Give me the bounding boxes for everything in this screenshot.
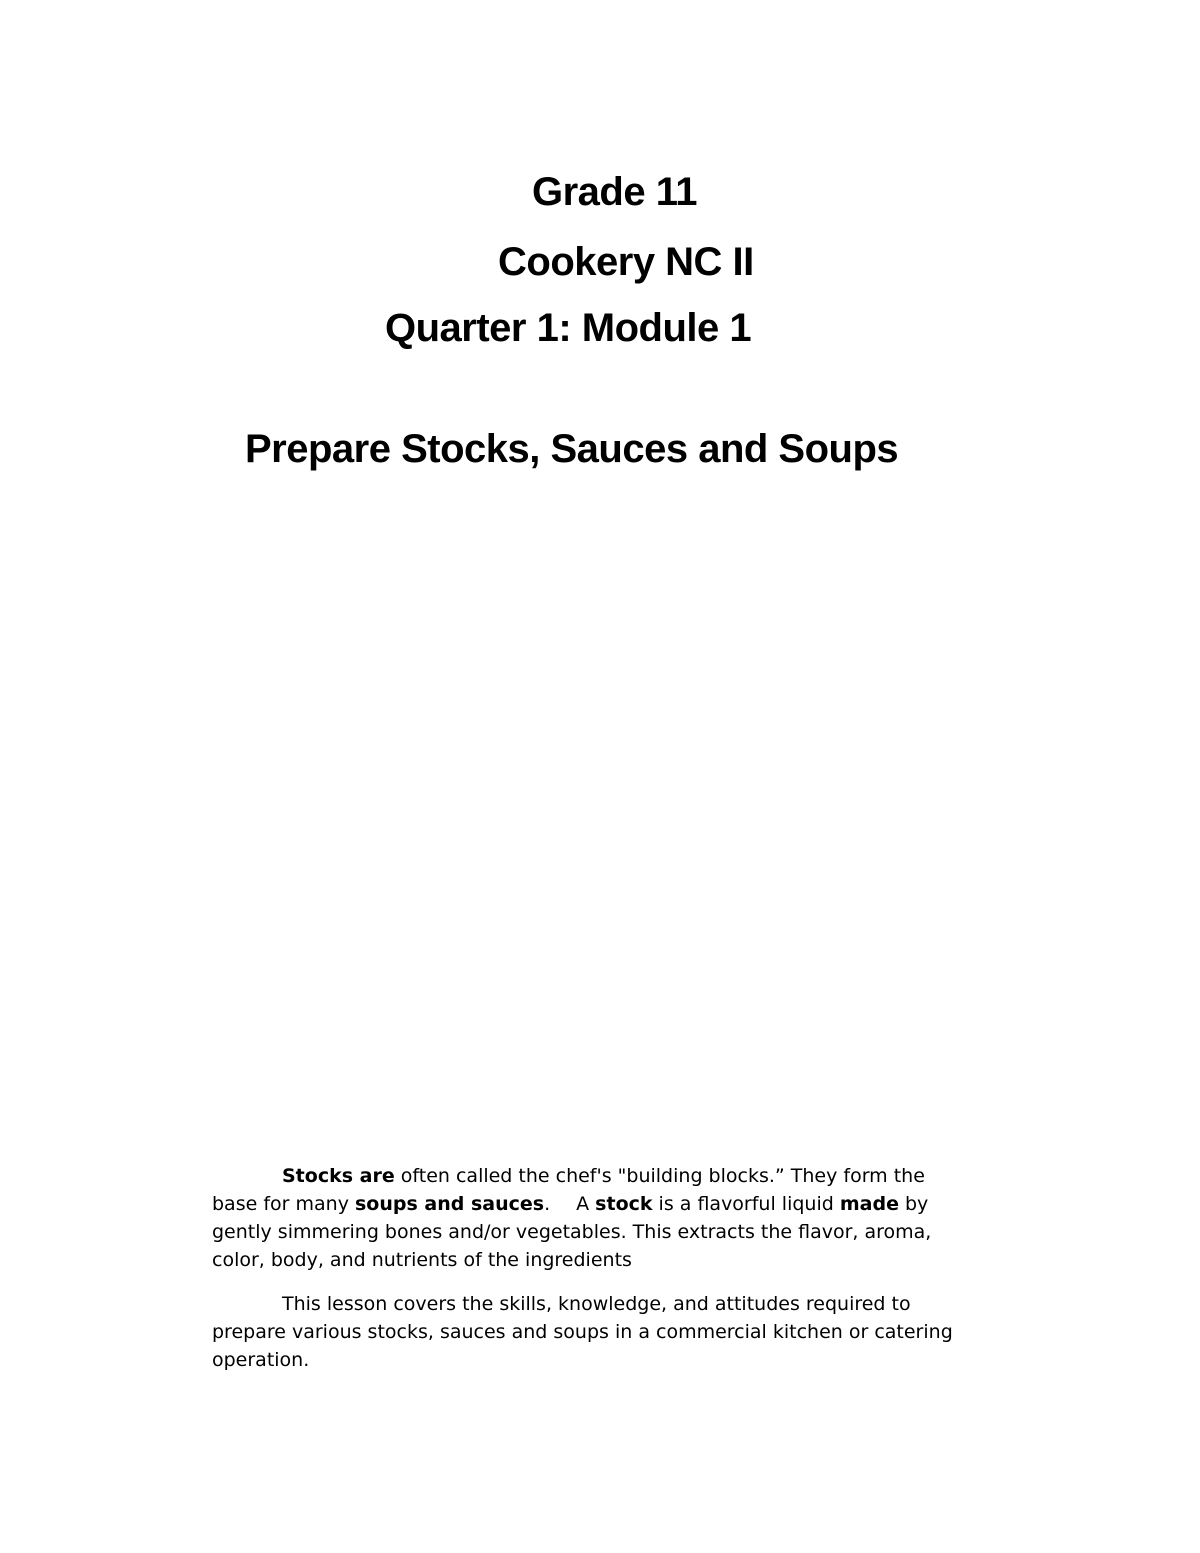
intro-line-4: color, body, and nutrients of the ingredients [212,1249,632,1271]
text-run: This lesson covers the skills, knowledge, and attitudes required to [282,1293,911,1315]
bold-text: stock [595,1193,653,1215]
course-heading: Cookery NC II [498,240,754,284]
text-run: base for many [212,1193,355,1215]
grade-heading: Grade 11 [532,170,698,214]
bold-text: Stocks are [282,1165,395,1187]
bold-text: soups and sauces [354,1193,545,1215]
text-run: is a flavorful liquid [652,1193,840,1215]
text-run: often called the chef's "building blocks.” They form the [394,1165,925,1187]
scope-line-2: prepare various stocks, sauces and soups in a commercial kitchen or catering [212,1321,953,1343]
quarter-module-heading: Quarter 1: Module 1 [385,306,752,350]
text-run: by [898,1193,929,1215]
intro-line-3: gently simmering bones and/or vegetables. This extracts the flavor, aroma, [212,1221,932,1243]
bold-text: made [839,1193,899,1215]
intro-paragraph [212,1162,1092,1274]
text-run: . [544,1193,551,1215]
intro-line-1 [212,1162,1092,1190]
lesson-scope-paragraph [212,1290,1092,1374]
scope-line-1 [212,1290,1092,1318]
scope-line-3: operation. [212,1349,310,1371]
intro-line-2 [212,1190,1092,1218]
text-run: A [576,1193,596,1215]
lesson-title: Prepare Stocks, Sauces and Soups [245,427,899,471]
